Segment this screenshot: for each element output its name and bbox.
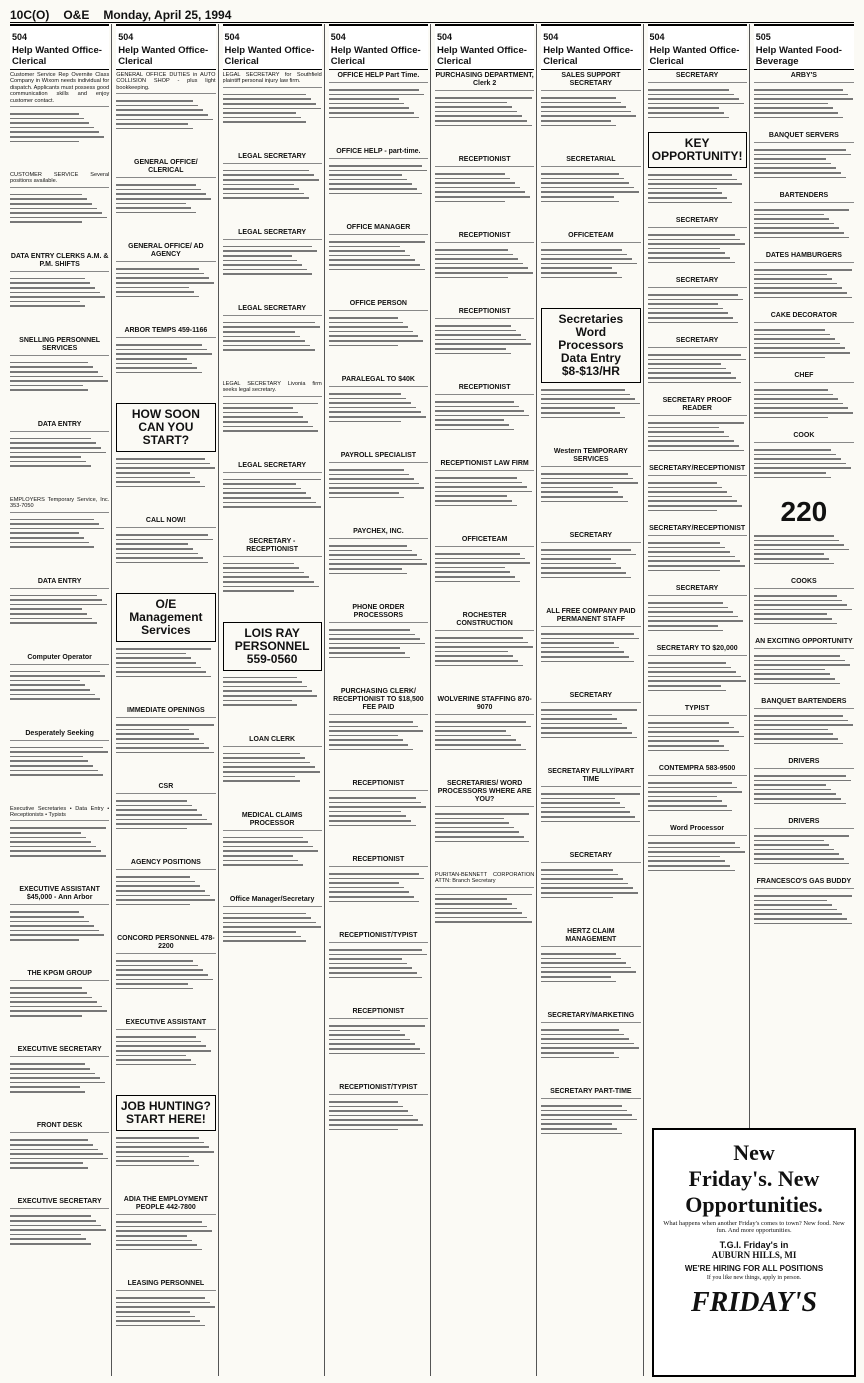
- classified-ad: ADIA THE EMPLOYMENT PEOPLE 442-7800: [116, 1196, 215, 1215]
- ad-body-texture: [648, 539, 747, 585]
- classified-ad: ALL FREE COMPANY PAID PERMANENT STAFF: [541, 608, 640, 627]
- ad-body-texture: [329, 718, 428, 780]
- classified-ad: DRIVERS: [754, 758, 854, 769]
- ad-body-texture: [10, 110, 109, 172]
- ad-body-texture: [541, 706, 640, 768]
- column-heading: [10, 24, 109, 70]
- column-heading: [541, 24, 640, 70]
- classified-ad: LEGAL SECRETARY: [223, 153, 322, 164]
- ad-body-texture: [10, 824, 109, 886]
- ad-body-texture: [648, 719, 747, 765]
- ad-body-texture: [329, 162, 428, 224]
- category-number: 504: [649, 32, 665, 42]
- classified-ad: THE KPGM GROUP: [10, 970, 109, 981]
- classified-ad: Office Manager/Secretary: [223, 896, 322, 907]
- ad-body-texture: [754, 146, 854, 192]
- ad-body-texture: [541, 1026, 640, 1088]
- ad-body-texture: [10, 359, 109, 421]
- classified-ad: BARTENDERS: [754, 192, 854, 203]
- ad-body-texture: [223, 910, 322, 972]
- classified-ad: RECEPTIONIST/TYPIST: [329, 932, 428, 943]
- ad-body-texture: [754, 206, 854, 252]
- classified-ad: PURCHASING DEPARTMENT, Clerk 2: [435, 72, 534, 91]
- classified-ad: SECRETARY: [541, 532, 640, 543]
- classified-ad: AN EXCITING OPPORTUNITY: [754, 638, 854, 649]
- ad-body-texture: [116, 721, 215, 783]
- ad-body-texture: [754, 712, 854, 758]
- ad-body-texture: [435, 94, 534, 156]
- classified-ad: CSR: [116, 783, 215, 794]
- ad-body-texture: [541, 546, 640, 608]
- ad-body-texture: [435, 322, 534, 384]
- ad-body-texture: [10, 744, 109, 806]
- category-title: Help Wanted Office-Clerical: [649, 45, 740, 67]
- classified-ad: O/E Management Services: [116, 593, 215, 642]
- fridays-line4: T.G.I. Friday's in: [719, 1240, 789, 1250]
- category-number: 504: [437, 32, 453, 42]
- classified-ad: LEGAL SECRETARY: [223, 229, 322, 240]
- ad-body-texture: [116, 181, 215, 243]
- classified-ad: MEDICAL CLAIMS PROCESSOR: [223, 812, 322, 831]
- category-number: 504: [224, 32, 240, 42]
- ad-body-texture: [223, 750, 322, 812]
- category-title: Help Wanted Food-Beverage: [755, 45, 842, 67]
- classified-ad: COOKS: [754, 578, 854, 589]
- classified-ad: LEGAL SECRETARY Livonia firm seeks legal secretary.: [223, 381, 322, 397]
- ad-body-texture: [329, 870, 428, 932]
- classified-ad: SECRETARY FULLY/PART TIME: [541, 768, 640, 787]
- ad-body-texture: [10, 435, 109, 497]
- ad-body-texture: [435, 474, 534, 536]
- classified-ad: RECEPTIONIST: [329, 780, 428, 791]
- ad-body-texture: [329, 466, 428, 528]
- category-number: 504: [330, 32, 346, 42]
- ad-body-texture: [223, 91, 322, 153]
- classified-ad: GENERAL OFFICE/ AD AGENCY: [116, 243, 215, 262]
- ad-body-texture: [329, 238, 428, 300]
- ad-body-texture: [541, 386, 640, 448]
- classified-ad: SECRETARY: [541, 852, 640, 863]
- ad-body-texture: [541, 790, 640, 852]
- classified-ad: RECEPTIONIST: [329, 856, 428, 867]
- ad-body-texture: [329, 390, 428, 452]
- classified-ad: RECEPTIONIST: [435, 232, 534, 243]
- ad-body-texture: [754, 326, 854, 372]
- classified-ad: SECRETARY: [648, 72, 747, 83]
- ad-body-texture: [541, 170, 640, 232]
- classified-ad: SECRETARY - RECEPTIONIST: [223, 538, 322, 557]
- classified-ad: PAYCHEX, INC.: [329, 528, 428, 539]
- ad-body-texture: [116, 1218, 215, 1280]
- ad-body-texture: [223, 834, 322, 896]
- ad-body-texture: [223, 167, 322, 229]
- fridays-line3: What happens when another Friday's comes to town? New food. New fun. And more opportunities.: [663, 1220, 845, 1234]
- classified-ad: EXECUTIVE SECRETARY: [10, 1046, 109, 1057]
- ad-body-texture: [754, 832, 854, 878]
- ad-body-texture: [541, 470, 640, 532]
- category-title: Help Wanted Office-Clerical: [543, 45, 634, 67]
- classified-ad: LEGAL SECRETARY: [223, 305, 322, 316]
- category-title: Help Wanted Office-Clerical: [224, 45, 315, 67]
- classified-ad: DATES HAMBURGERS: [754, 252, 854, 263]
- classified-ad: CAKE DECORATOR: [754, 312, 854, 323]
- ad-body-texture: [754, 652, 854, 698]
- classified-ad: PURITAN-BENNETT CORPORATION ATTN: Branch Secretary: [435, 872, 534, 888]
- column-heading: [435, 24, 534, 70]
- classified-ad: LOAN CLERK: [223, 736, 322, 747]
- classified-ad: WOLVERINE STAFFING 870-9070: [435, 696, 534, 715]
- ad-body-texture: [754, 892, 854, 938]
- ad-body-texture: [541, 246, 640, 308]
- classified-ad: GENERAL OFFICE/ CLERICAL: [116, 159, 215, 178]
- ad-body-texture: [10, 191, 109, 253]
- column-heading: [754, 24, 854, 70]
- classified-ad: LOIS RAY PERSONNEL 559-0560: [223, 622, 322, 671]
- classified-ad: CHEF: [754, 372, 854, 383]
- ad-body-texture: [541, 630, 640, 692]
- classified-ad: SECRETARY/MARKETING: [541, 1012, 640, 1023]
- ad-body-texture: [435, 634, 534, 696]
- column-5: [435, 24, 537, 1376]
- category-number: 504: [118, 32, 134, 42]
- ad-body-texture: [648, 779, 747, 825]
- classified-ad: HOW SOON CAN YOU START?: [116, 403, 215, 452]
- classified-ad: Secretaries Word Processors Data Entry $8-$13/HR: [541, 308, 640, 383]
- category-number: 505: [755, 32, 771, 42]
- category-title: Help Wanted Office-Clerical: [118, 45, 209, 67]
- classified-ad: ARBY'S: [754, 72, 854, 83]
- ad-body-texture: [329, 946, 428, 1008]
- classified-ad: LEGAL SECRETARY: [223, 462, 322, 473]
- classified-ad: OFFICETEAM: [541, 232, 640, 243]
- ad-body-texture: [541, 1102, 640, 1164]
- ad-body-texture: [116, 1134, 215, 1196]
- classified-ad: BANQUET SERVERS: [754, 132, 854, 143]
- classified-ad: AGENCY POSITIONS: [116, 859, 215, 870]
- ad-body-texture: [223, 243, 322, 305]
- classified-ad: IMMEDIATE OPENINGS: [116, 707, 215, 718]
- classified-ad: LEASING PERSONNEL: [116, 1280, 215, 1291]
- category-title: Help Wanted Office-Clerical: [330, 45, 421, 67]
- ad-body-texture: [754, 86, 854, 132]
- ad-body-texture: [116, 265, 215, 327]
- ad-body-texture: [329, 626, 428, 688]
- ad-body-texture: [648, 351, 747, 397]
- fridays-line6: WE'RE HIRING FOR ALL POSITIONS: [684, 1264, 824, 1273]
- paper-name: O&E: [63, 8, 90, 22]
- ad-body-texture: [648, 231, 747, 277]
- classified-ad: Word Processor: [648, 825, 747, 836]
- classified-ad: OFFICE HELP Part Time.: [329, 72, 428, 83]
- column-heading: [329, 24, 428, 70]
- ad-body-texture: [10, 275, 109, 337]
- classified-ad: COOK: [754, 432, 854, 443]
- page-date: Monday, April 25, 1994: [103, 8, 232, 22]
- ad-body-texture: [10, 908, 109, 970]
- ad-body-texture: [10, 1060, 109, 1122]
- category-title: Help Wanted Office-Clerical: [437, 45, 527, 67]
- classified-ad: ARBOR TEMPS 459-1166: [116, 327, 215, 338]
- ad-body-texture: [10, 1212, 109, 1274]
- ad-body-texture: [329, 86, 428, 148]
- column-heading: [648, 24, 747, 70]
- column-4: [329, 24, 431, 1376]
- classified-ad: HERTZ CLAIM MANAGEMENT: [541, 928, 640, 947]
- classified-ad: OFFICETEAM: [435, 536, 534, 547]
- ad-body-texture: [10, 668, 109, 730]
- ad-body-texture: [223, 400, 322, 462]
- classified-ad: Western TEMPORARY SERVICES: [541, 448, 640, 467]
- ad-body-texture: [10, 1136, 109, 1198]
- classified-ad: RECEPTIONIST: [435, 156, 534, 167]
- classified-ad: DATA ENTRY: [10, 421, 109, 432]
- ad-body-texture: [754, 266, 854, 312]
- ad-body-texture: [435, 810, 534, 872]
- ad-body-texture: [754, 772, 854, 818]
- ad-body-texture: [10, 984, 109, 1046]
- classified-ad: SECRETARY: [648, 217, 747, 228]
- classified-ad: SECRETARY TO $20,000: [648, 645, 747, 656]
- classified-ad: PARALEGAL TO $40K: [329, 376, 428, 387]
- ad-body-texture: [648, 171, 747, 217]
- fridays-line1: New: [733, 1140, 775, 1165]
- ad-body-texture: [116, 1294, 215, 1356]
- classified-ad: KEY OPPORTUNITY!: [648, 132, 747, 168]
- column-3: [223, 24, 325, 1376]
- fridays-line2: Friday's. New Opportunities.: [685, 1166, 823, 1217]
- ad-body-texture: [541, 866, 640, 928]
- ad-body-texture: [648, 291, 747, 337]
- category-number: 504: [12, 32, 28, 42]
- ad-body-texture: [754, 446, 854, 492]
- ad-body-texture: [116, 957, 215, 1019]
- ad-body-texture: [648, 839, 747, 885]
- ad-body-texture: [116, 873, 215, 935]
- ad-body-texture: [435, 170, 534, 232]
- ad-body-texture: [754, 532, 854, 578]
- ad-body-texture: [435, 550, 534, 612]
- classified-ad: GENERAL OFFICE DUTIES in AUTO COLLISION SHOP - plus light bookkeeping.: [116, 72, 215, 94]
- ad-body-texture: [435, 891, 534, 953]
- classified-ad: SECRETARY PROOF READER: [648, 397, 747, 416]
- classified-ad: SECRETARY: [541, 692, 640, 703]
- ad-body-texture: [329, 542, 428, 604]
- classified-ad: EXECUTIVE ASSISTANT $45,000 - Ann Arbor: [10, 886, 109, 905]
- category-title: Help Wanted Office-Clerical: [12, 45, 102, 67]
- classified-ad: CUSTOMER SERVICE Several positions available.: [10, 172, 109, 188]
- classified-ad: PURCHASING CLERK/ RECEPTIONIST TO $18,500 FEE PAID: [329, 688, 428, 715]
- classified-ad: SECRETARY: [648, 585, 747, 596]
- ad-body-texture: [329, 1022, 428, 1084]
- classified-ad: Executive Secretaries • Data Entry • Receptionists • Typists: [10, 806, 109, 822]
- classified-ad: OFFICE MANAGER: [329, 224, 428, 235]
- column-heading: [116, 24, 215, 70]
- ad-body-texture: [116, 1033, 215, 1095]
- ad-body-texture: [223, 560, 322, 622]
- classified-ad: TYPIST: [648, 705, 747, 716]
- classified-ad: SNELLING PERSONNEL SERVICES: [10, 337, 109, 356]
- ad-body-texture: [10, 516, 109, 578]
- classified-ad: SALES SUPPORT SECRETARY: [541, 72, 640, 91]
- column-1: [10, 24, 112, 1376]
- column-6: [541, 24, 643, 1376]
- classified-ad: RECEPTIONIST: [435, 308, 534, 319]
- classified-ad: FRONT DESK: [10, 1122, 109, 1133]
- classified-ad: CONTEMPRA 583-9500: [648, 765, 747, 776]
- classified-ad: SECRETARIES/ WORD PROCESSORS WHERE ARE YOU?: [435, 780, 534, 807]
- ad-body-texture: [116, 341, 215, 403]
- ad-body-texture: [648, 419, 747, 465]
- ad-body-texture: [435, 398, 534, 460]
- fridays-line7: If you like new things, apply in person.: [706, 1275, 802, 1281]
- classified-ad: JOB HUNTING? START HERE!: [116, 1095, 215, 1131]
- classified-ad: DATA ENTRY CLERKS A.M. & P.M. SHIFTS: [10, 253, 109, 272]
- classified-ad: PAYROLL SPECIALIST: [329, 452, 428, 463]
- page-number: 10C(O): [10, 8, 50, 22]
- classified-ad: SECRETARY PART-TIME: [541, 1088, 640, 1099]
- ad-body-texture: [541, 950, 640, 1012]
- classified-ad: SECRETARY: [648, 277, 747, 288]
- classified-ad: DATA ENTRY: [10, 578, 109, 589]
- classified-ad: FRANCESCO'S GAS BUDDY: [754, 878, 854, 889]
- ad-body-texture: [754, 592, 854, 638]
- classified-ad: EXECUTIVE SECRETARY: [10, 1198, 109, 1209]
- category-number: 504: [543, 32, 559, 42]
- classified-ad: EMPLOYERS Temporary Service, Inc. 353-7050: [10, 497, 109, 513]
- page-header: [10, 6, 854, 23]
- fridays-line5: AUBURN HILLS, MI: [711, 1250, 797, 1260]
- column-heading: [223, 24, 322, 70]
- ad-body-texture: [223, 319, 322, 381]
- ad-body-texture: [329, 314, 428, 376]
- classified-ad: CALL NOW!: [116, 517, 215, 528]
- fridays-ad: [652, 1128, 856, 1377]
- classified-ad: BANQUET BARTENDERS: [754, 698, 854, 709]
- column-2: [116, 24, 218, 1376]
- classified-ad: Computer Operator: [10, 654, 109, 665]
- classified-ad: SECRETARY/RECEPTIONIST: [648, 465, 747, 476]
- classified-ad: Customer Service Rep Overnite Class Company in Wixom needs individual for dispatch. Applicants must possess good communication skills and enjoy customer contact.: [10, 72, 109, 107]
- ad-body-texture: [116, 531, 215, 593]
- classified-ad: RECEPTIONIST: [329, 1008, 428, 1019]
- classified-ad: 220: [780, 496, 828, 527]
- classified-ad: SECRETARY: [648, 337, 747, 348]
- ad-body-texture: [435, 246, 534, 308]
- ad-body-texture: [754, 386, 854, 432]
- classified-ad: ROCHESTER CONSTRUCTION: [435, 612, 534, 631]
- classified-ad: SECRETARY/RECEPTIONIST: [648, 525, 747, 536]
- classified-ad: EXECUTIVE ASSISTANT: [116, 1019, 215, 1030]
- ad-body-texture: [116, 97, 215, 159]
- ad-body-texture: [648, 599, 747, 645]
- ad-body-texture: [223, 674, 322, 736]
- ad-body-texture: [435, 718, 534, 780]
- classified-ad: DRIVERS: [754, 818, 854, 829]
- classified-ad: RECEPTIONIST/TYPIST: [329, 1084, 428, 1095]
- ad-body-texture: [116, 645, 215, 707]
- classified-ad: OFFICE PERSON: [329, 300, 428, 311]
- classified-ad: SECRETARIAL: [541, 156, 640, 167]
- ad-body-texture: [648, 86, 747, 132]
- ad-body-texture: [329, 794, 428, 856]
- classified-ad: Desperately Seeking: [10, 730, 109, 741]
- fridays-logo: FRIDAY'S: [690, 1287, 818, 1318]
- classified-ad: RECEPTIONIST: [435, 384, 534, 395]
- ad-body-texture: [116, 455, 215, 517]
- ad-body-texture: [541, 94, 640, 156]
- ad-body-texture: [648, 479, 747, 525]
- ad-body-texture: [223, 476, 322, 538]
- ad-body-texture: [329, 1098, 428, 1160]
- ad-body-texture: [116, 797, 215, 859]
- classified-ad: CONCORD PERSONNEL 478-2200: [116, 935, 215, 954]
- classified-ad: LEGAL SECRETARY for Southfield plaintiff personal injury law firm.: [223, 72, 322, 88]
- classified-ad: PHONE ORDER PROCESSORS: [329, 604, 428, 623]
- ad-body-texture: [10, 592, 109, 654]
- classified-ad: RECEPTIONIST LAW FIRM: [435, 460, 534, 471]
- classified-ad: OFFICE HELP - part-time.: [329, 148, 428, 159]
- ad-body-texture: [648, 659, 747, 705]
